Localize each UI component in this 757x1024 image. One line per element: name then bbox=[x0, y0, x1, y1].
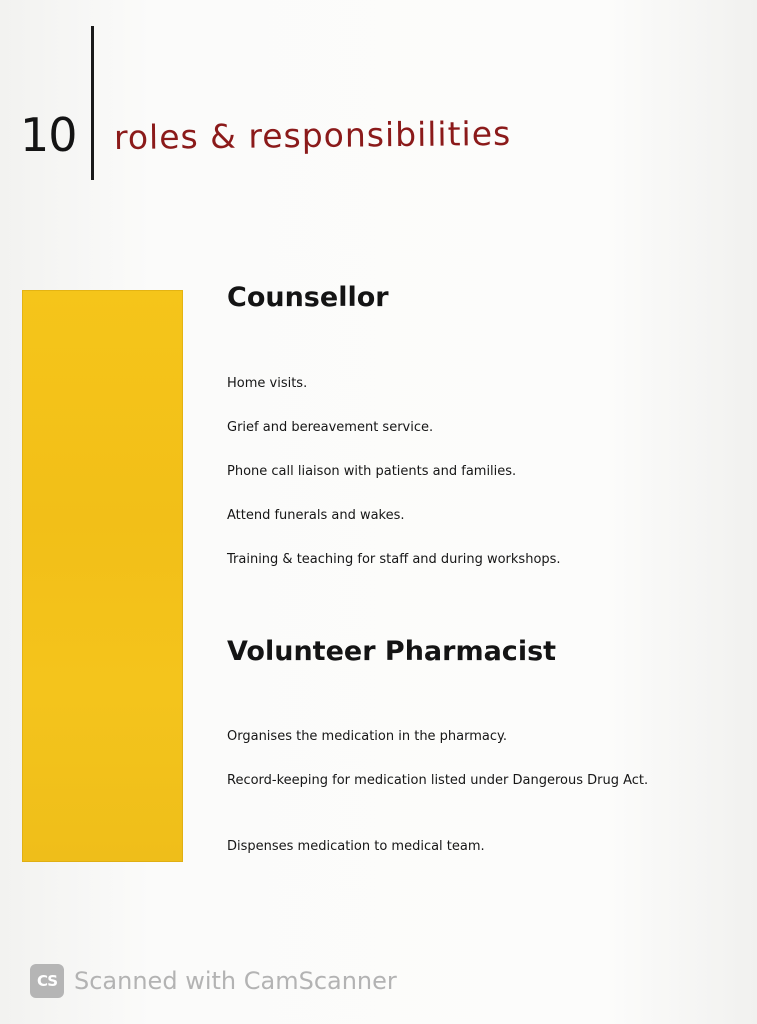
watermark-text: Scanned with CamScanner bbox=[74, 967, 397, 995]
section-title: roles & responsibilities bbox=[113, 113, 512, 157]
duty-item: Dispenses medication to medical team. bbox=[227, 839, 485, 854]
role-heading-volunteer-pharmacist: Volunteer Pharmacist bbox=[227, 636, 557, 667]
duty-item: Grief and bereavement service. bbox=[227, 420, 434, 435]
duty-item: Organises the medication in the pharmacy. bbox=[227, 729, 508, 744]
duty-item: Training & teaching for staff and during workshops. bbox=[227, 552, 561, 567]
duty-item: Home visits. bbox=[227, 376, 308, 391]
duty-item: Phone call liaison with patients and families. bbox=[227, 464, 517, 479]
scanner-watermark bbox=[30, 963, 397, 999]
role-heading-counsellor: Counsellor bbox=[227, 282, 389, 313]
header-divider bbox=[91, 26, 94, 180]
page-number: 10 bbox=[20, 108, 77, 162]
duty-item: Record-keeping for medication listed under Dangerous Drug Act. bbox=[227, 773, 649, 788]
camscanner-logo-icon: CS bbox=[30, 964, 64, 998]
accent-color-block bbox=[22, 290, 183, 862]
duty-item: Attend funerals and wakes. bbox=[227, 508, 405, 523]
